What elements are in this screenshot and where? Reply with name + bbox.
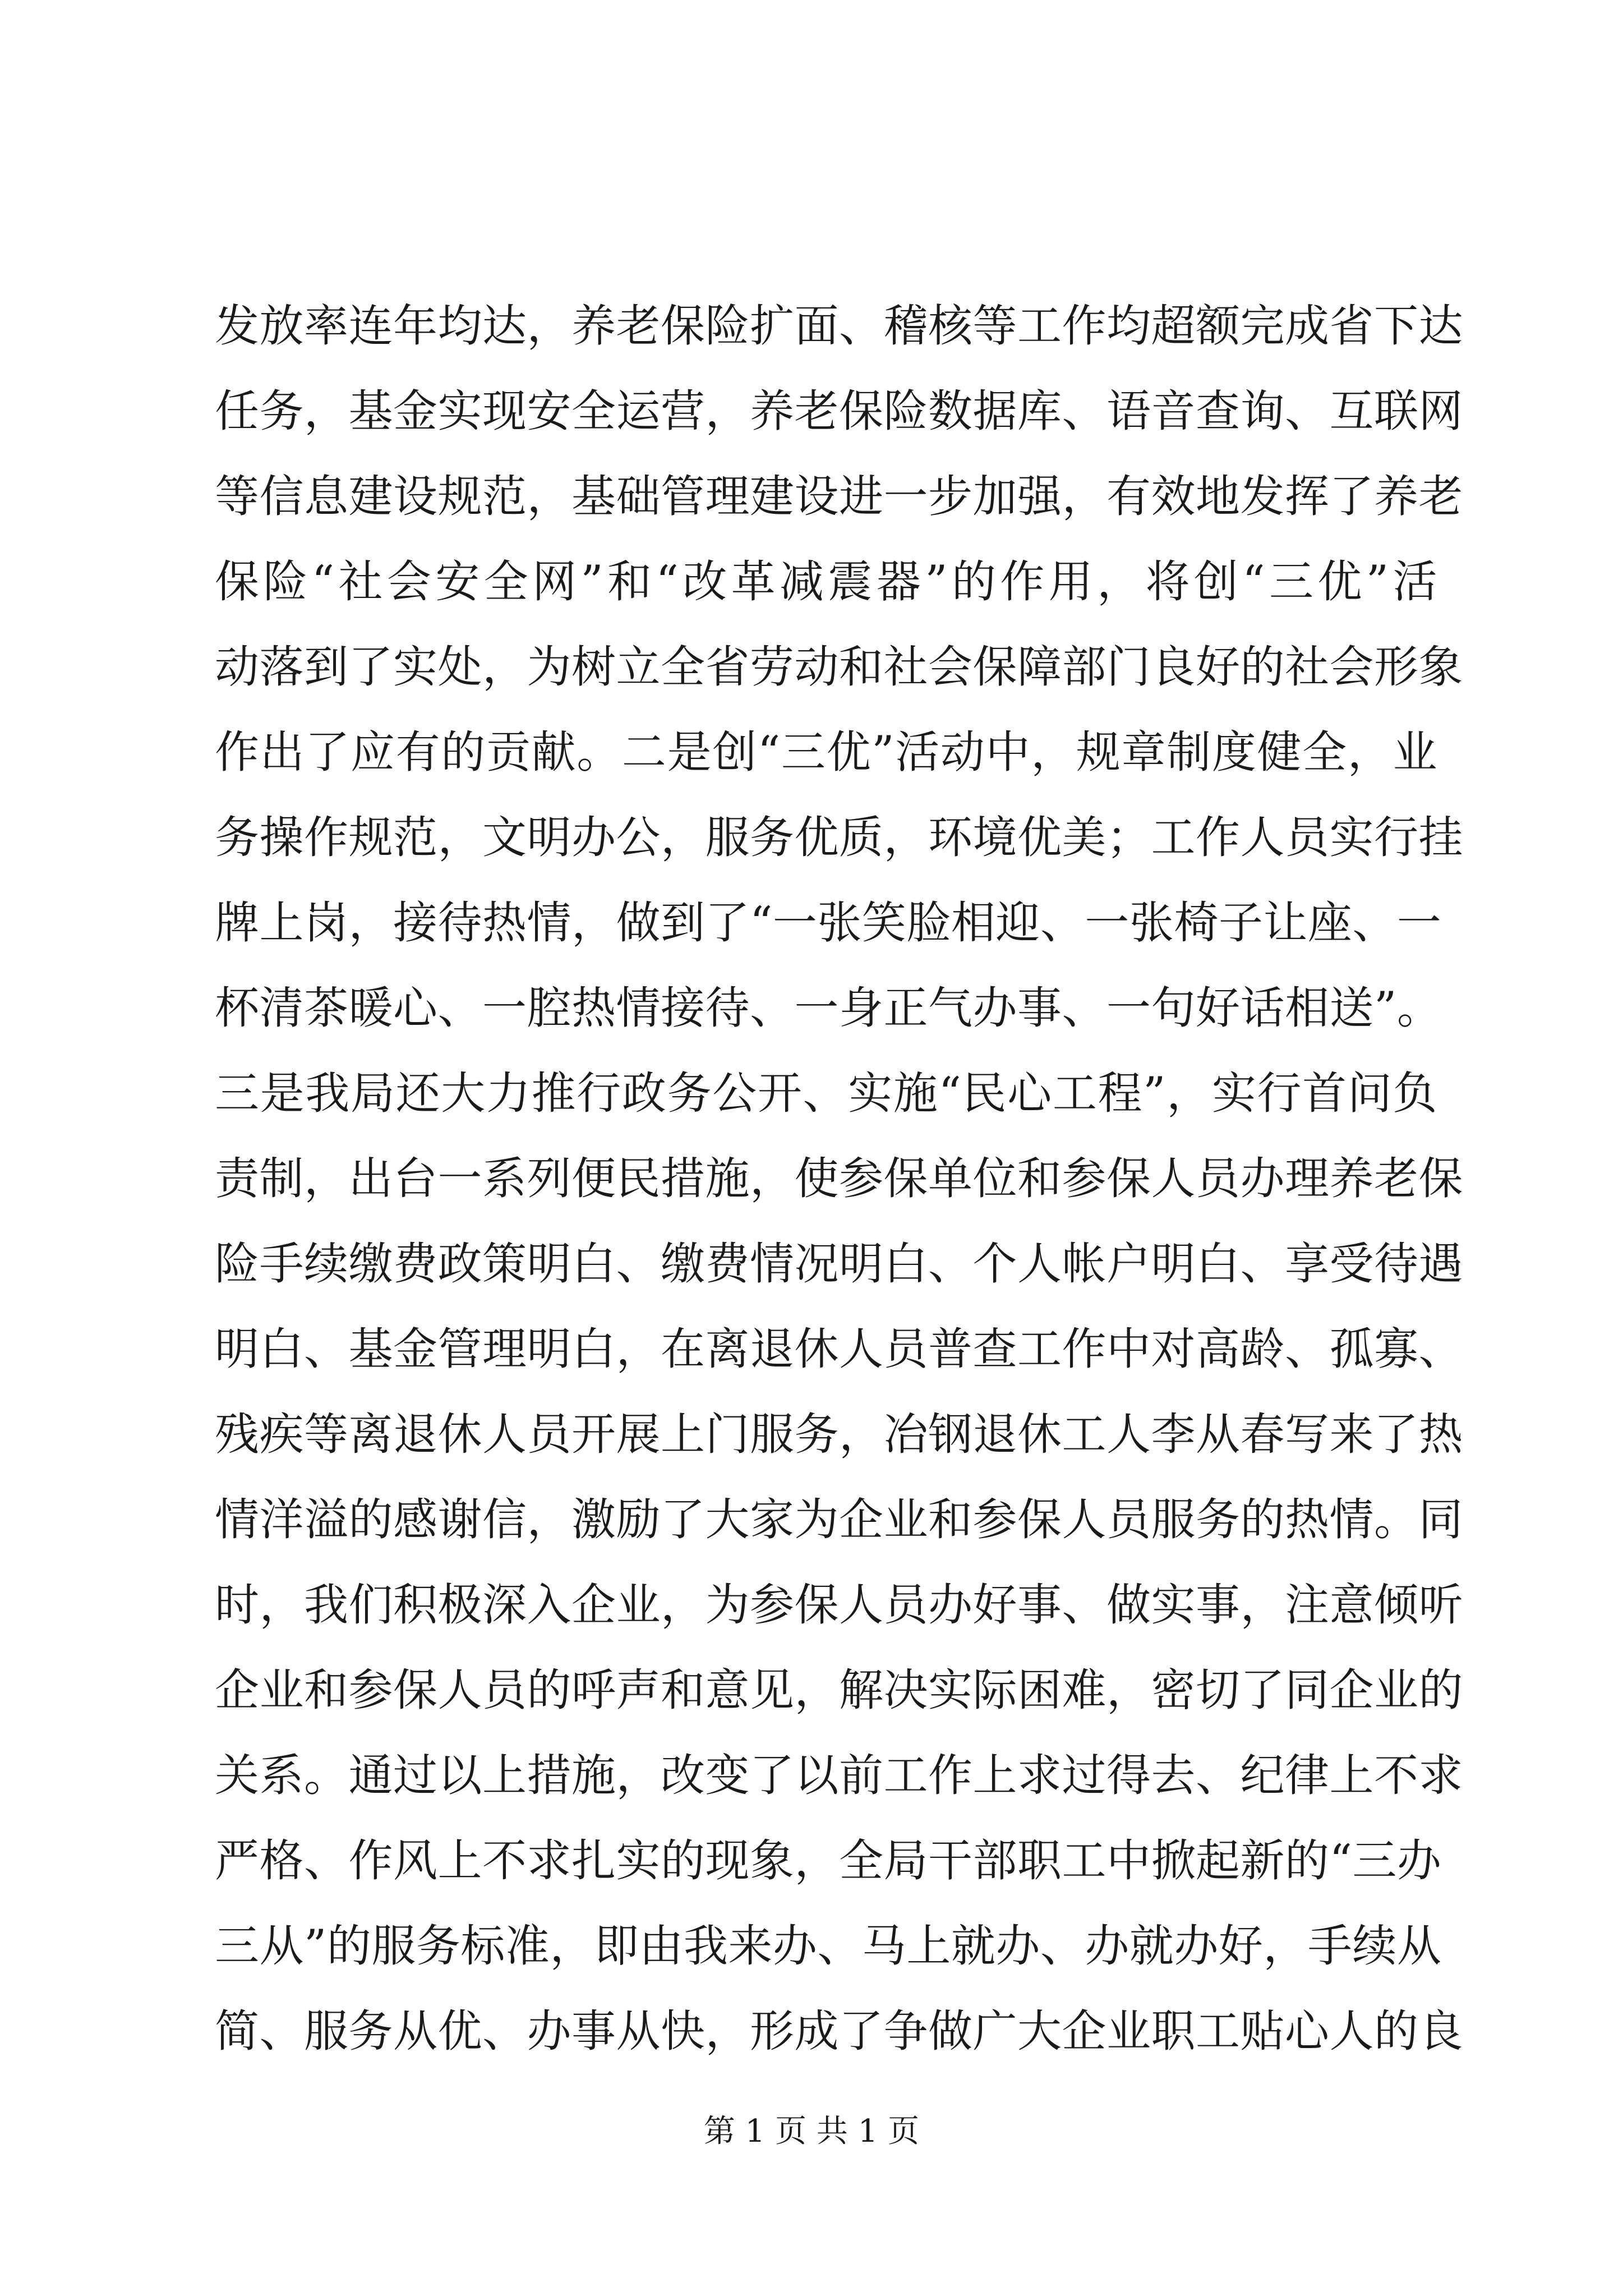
text-line: 等信息建设规范，基础管理建设进一步加强，有效地发挥了养老 bbox=[215, 471, 1463, 522]
text-line: 时，我们积极深入企业，为参保人员办好事、做实事，注意倾听 bbox=[215, 1579, 1463, 1631]
text-line: 残疾等离退休人员开展上门服务，冶钢退休工人李从春写来了热 bbox=[215, 1409, 1463, 1460]
page-footer: 第 1 页 共 1 页 bbox=[703, 2113, 920, 2150]
text-line: 严格、作风上不求扎实的现象，全局干部职工中掀起新的“三办 bbox=[215, 1835, 1442, 1887]
text-line: 任务，基金实现安全运营，养老保险数据库、语音查询、互联网 bbox=[215, 385, 1463, 437]
text-line: 保险“社会安全网”和“改革减震器”的作用，将创“三优”活 bbox=[215, 556, 1437, 608]
text-line: 情洋溢的感谢信，激励了大家为企业和参保人员服务的热情。同 bbox=[215, 1494, 1463, 1545]
body-text bbox=[215, 283, 1463, 2074]
text-line: 明白、基金管理明白，在离退休人员普查工作中对高龄、孤寡、 bbox=[215, 1323, 1463, 1375]
text-line: 动落到了实处，为树立全省劳动和社会保障部门良好的社会形象 bbox=[215, 641, 1463, 693]
text-line: 牌上岗，接待热情，做到了“一张笑脸相迎、一张椅子让座、一 bbox=[215, 897, 1442, 949]
text-line: 险手续缴费政策明白、缴费情况明白、个人帐户明白、享受待遇 bbox=[215, 1238, 1463, 1290]
text-line: 简、服务从优、办事从快，形成了争做广大企业职工贴心人的良 bbox=[215, 2005, 1463, 2057]
text-line: 关系。通过以上措施，改变了以前工作上求过得去、纪律上不求 bbox=[215, 1750, 1463, 1801]
text-line: 务操作规范，文明办公，服务优质，环境优美；工作人员实行挂 bbox=[215, 812, 1463, 863]
text-line: 三是我局还大力推行政务公开、实施“民心工程”，实行首问负 bbox=[215, 1068, 1437, 1119]
text-line: 企业和参保人员的呼声和意见，解决实际困难，密切了同企业的 bbox=[215, 1664, 1463, 1716]
text-line: 三从”的服务标准，即由我来办、马上就办、办就办好，手续从 bbox=[215, 1920, 1442, 1972]
text-line: 杯清茶暖心、一腔热情接待、一身正气办事、一句好话相送”。 bbox=[215, 982, 1442, 1034]
text-line: 发放率连年均达，养老保险扩面、稽核等工作均超额完成省下达 bbox=[215, 300, 1463, 352]
text-line: 责制，出台一系列便民措施，使参保单位和参保人员办理养老保 bbox=[215, 1153, 1463, 1204]
text-line: 作出了应有的贡献。二是创“三优”活动中，规章制度健全，业 bbox=[215, 726, 1437, 778]
